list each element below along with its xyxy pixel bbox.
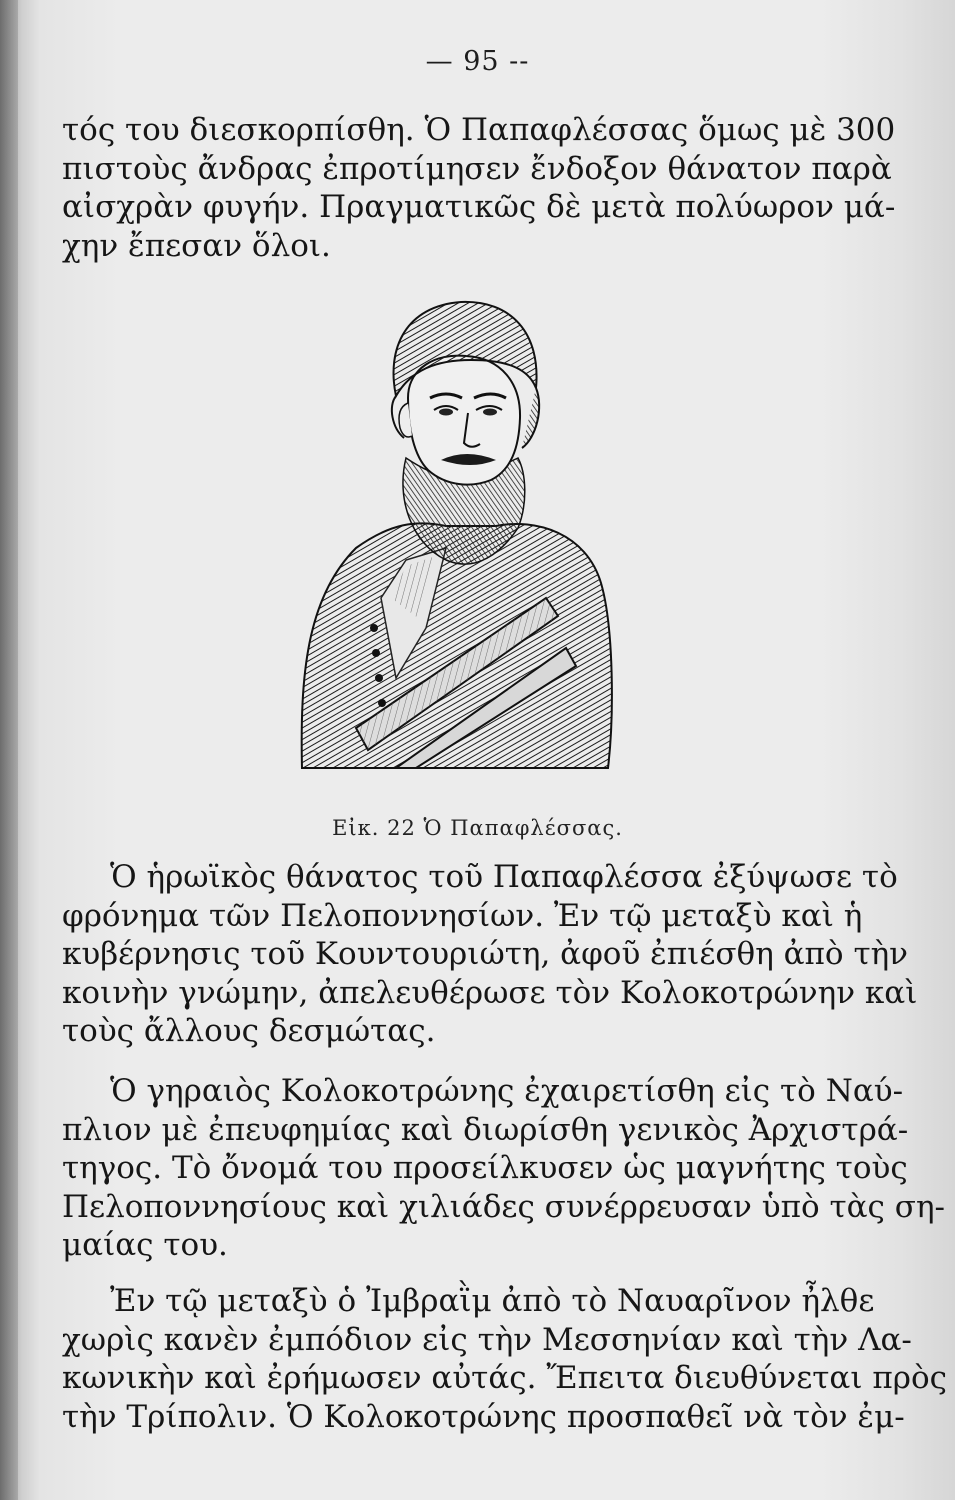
text-line: κωνικὴν καὶ ἐρήμωσεν αὐτάς. Ἔπειτα διευθύνεται πρὸς: [62, 1360, 947, 1396]
text-line: τὴν Τρίπολιν. Ὁ Κολοκοτρώνης προσπαθεῖ νὰ τὸν ἐμ-: [62, 1398, 905, 1435]
page-number: — 95 --: [425, 46, 530, 77]
portrait-illustration: [296, 298, 616, 776]
text-line: χωρὶς κανὲν ἐμπόδιον εἰς τὴν Μεσσηνίαν καὶ τὴν Λα-: [62, 1321, 912, 1358]
text-line: τός του διεσκορπίσθη. Ὁ Παπαφλέσσας ὅμως μὲ 300: [62, 112, 896, 148]
text-line: Ὁ γηραιὸς Κολοκοτρώνης ἐχαιρετίσθη εἰς τὸ Ναύ-: [110, 1073, 904, 1109]
figure-caption: Εἰκ. 22 Ὁ Παπαφλέσσας.: [332, 816, 623, 840]
text-line: μαίας του.: [62, 1227, 228, 1263]
text-line: πλιον μὲ ἐπευφημίας καὶ διωρίσθη γενικὸς Ἀρχιστρά-: [62, 1111, 909, 1148]
text-line: αἰσχρὰν φυγήν. Πραγματικῶς δὲ μετὰ πολύωρον μά-: [62, 189, 896, 225]
text-line: τοὺς ἄλλους δεσμώτας.: [62, 1013, 436, 1049]
page-gutter-shadow: [0, 0, 18, 1500]
paragraph-1: [62, 111, 896, 265]
paragraph-2: [62, 858, 918, 1051]
text-line: Ἐν τῷ μεταξὺ ὁ Ἰμβραῒμ ἀπὸ τὸ Ναυαρῖνον ἦλθε: [110, 1283, 875, 1319]
text-line: τηγος. Τὸ ὄνομά του προσείλκυσεν ὡς μαγνήτης τοὺς: [62, 1150, 908, 1186]
text-line: χην ἔπεσαν ὅλοι.: [62, 227, 331, 264]
paragraph-4: [62, 1282, 947, 1436]
text-line: φρόνημα τῶν Πελοποννησίων. Ἐν τῷ μεταξὺ καὶ ἡ: [62, 897, 863, 934]
text-line: Ὁ ἡρωϊκὸς θάνατος τοῦ Παπαφλέσσα ἐξύψωσε τὸ: [110, 859, 898, 895]
text-line: κυβέρνησις τοῦ Κουντουριώτη, ἀφοῦ ἐπιέσθη ἀπὸ τὴν: [62, 936, 909, 972]
paragraph-3: [62, 1072, 945, 1265]
text-line: Πελοποννησίους καὶ χιλιάδες συνέρρευσαν ὑπὸ τὰς ση-: [62, 1188, 945, 1225]
text-line: πιστοὺς ἄνδρας ἐπροτίμησεν ἔνδοξον θάνατον παρὰ: [62, 150, 892, 187]
text-line: κοινὴν γνώμην, ἀπελευθέρωσε τὸν Κολοκοτρώνην καὶ: [62, 974, 918, 1011]
